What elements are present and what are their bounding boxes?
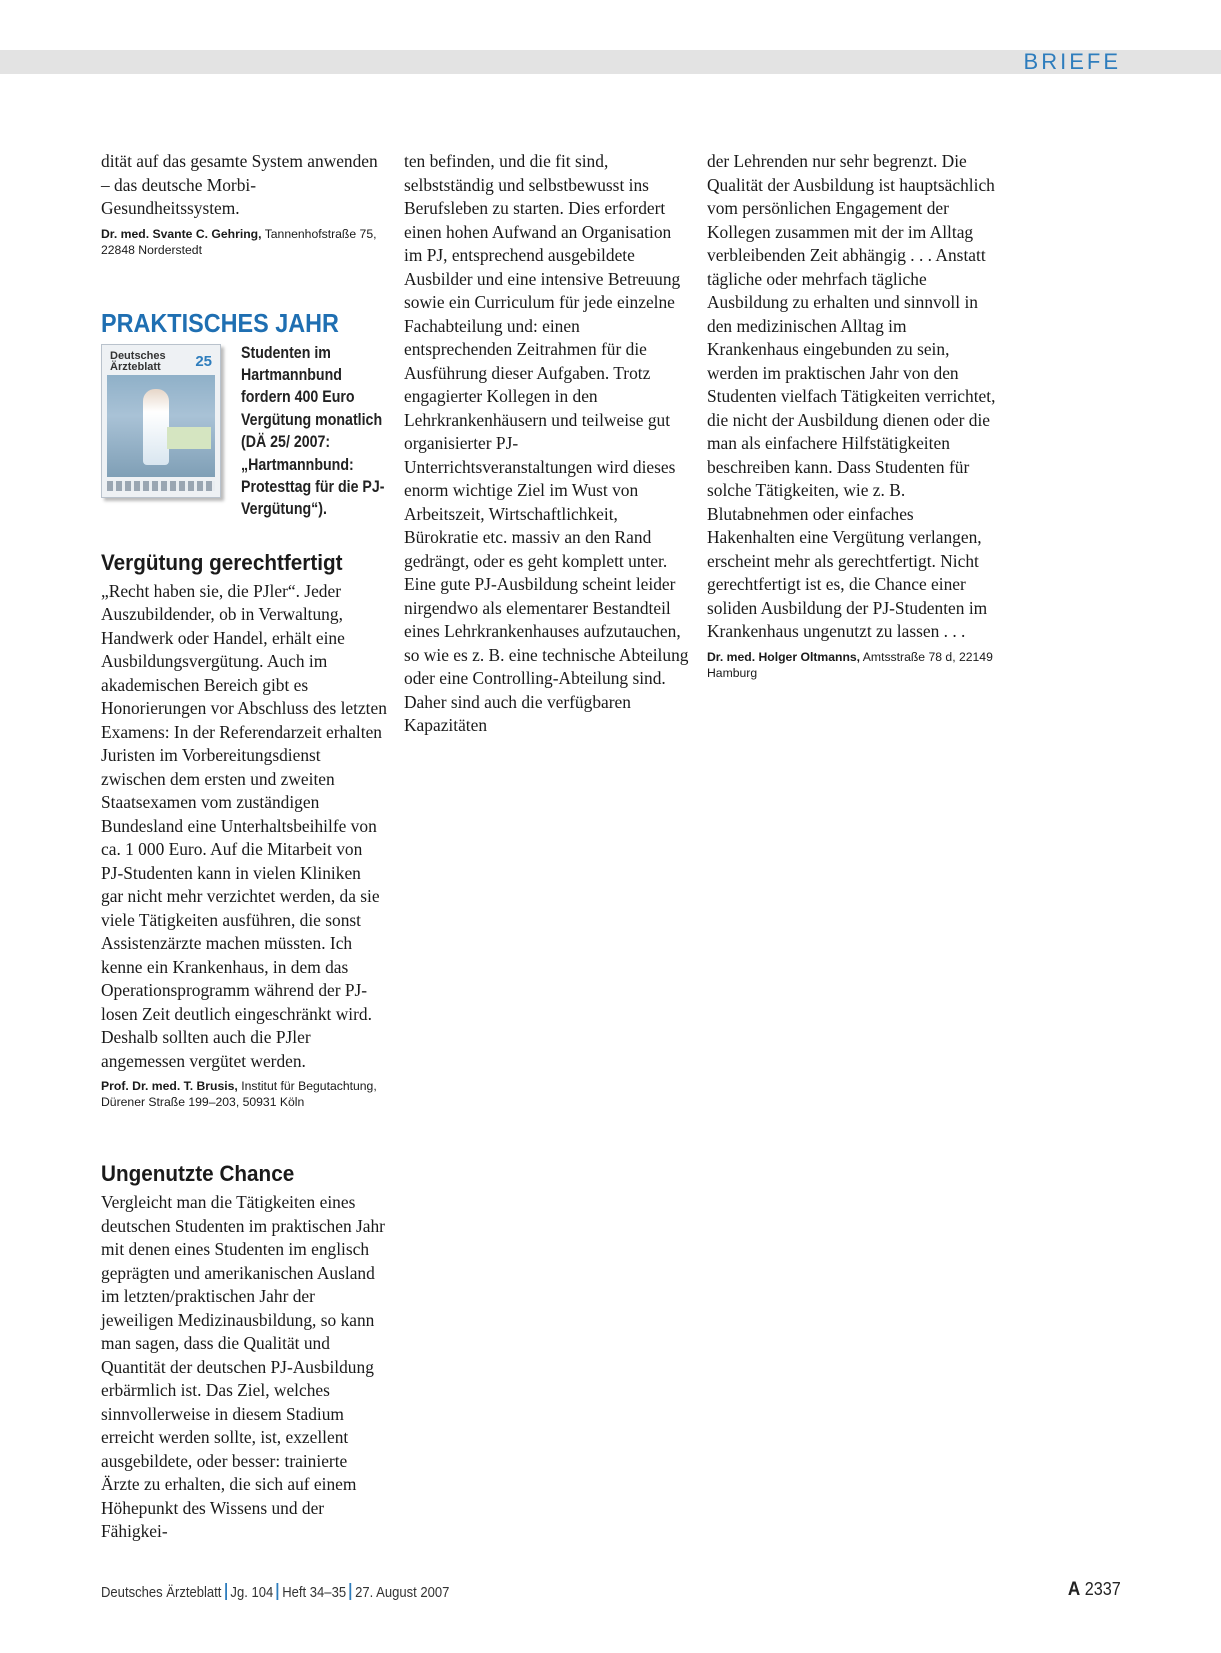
footer-issue: Heft 34–35 bbox=[282, 1585, 347, 1601]
column-3 bbox=[707, 150, 997, 681]
letter-body-chance-part2: ten befinden, und die fit sind, selbstständig und selbstbewusst ins Berufsleben zu starten. Dies erfordert einen hohen Aufwand an Organisation im PJ, entsprechend ausgebildete Ausbilder und eine intensive Betreuung sowie ein Curriculum für jede einzelne Fachabteilung und: einen entsprechenden Zeitrahmen für die Ausführung dieser Aufgaben. Trotz engagierter Kollegen in den Lehrkrankenhäusern und teilweise gut organisierter PJ-Unterrichtsveranstaltungen wird dieses enorm wichtige Ziel im Wust von Arbeitszeit, Wirtschaftlichkeit, Bürokratie etc. massiv an den Rand gedrängt, oder es geht komplett unter. Eine gute PJ-Ausbildung scheint leider nirgendwo als elementarer Bestandteil eines Lehrkrankenhauses aufzutauchen, so wie es z. B. eine technische Abteilung oder eine Controlling-Abteilung sind. Daher sind auch die verfügbaren Kapazitäten bbox=[404, 151, 689, 735]
cover-photo bbox=[107, 375, 215, 477]
signature-address: Amtsstraße 78 d, 22149 Hamburg bbox=[707, 649, 993, 680]
teaser-box bbox=[101, 342, 387, 519]
footer-volume: Jg. 104 bbox=[230, 1585, 274, 1601]
footer-date: 27. August 2007 bbox=[355, 1585, 450, 1601]
cover-figure bbox=[143, 389, 169, 465]
footer-journal: Deutsches Ärzteblatt bbox=[101, 1585, 222, 1601]
column-1 bbox=[101, 150, 387, 1544]
cover-strip bbox=[107, 481, 215, 491]
cover-caption-box bbox=[167, 427, 211, 449]
footer-citation bbox=[101, 1583, 449, 1601]
letter-headline-verguetung: Vergütung gerechtfertigt bbox=[101, 549, 343, 575]
letter-headline-chance: Ungenutzte Chance bbox=[101, 1161, 295, 1186]
cover-title: Deutsches Ärzteblatt bbox=[110, 349, 166, 373]
signature-name: Prof. Dr. med. T. Brusis, bbox=[101, 1079, 238, 1093]
signature-address: Tannenhofstraße 75, 22848 Norderstedt bbox=[101, 226, 377, 257]
column-2 bbox=[404, 150, 691, 738]
page-prefix: A bbox=[1068, 1579, 1081, 1600]
letter-body-chance-part1: Vergleicht man die Tätigkeiten eines deutschen Studenten im praktischen Jahr mit denen eines Studenten im englisch geprägten und amerikanischen Ausland im letzten/praktischen Jahr der jeweiligen Medizinausbildung, so kann man sagen, dass die Qualität und Quantität der deutschen PJ-Ausbildung erbärmlich ist. Das Ziel, welches sinnvollerweise in diesem Stadium erreicht werden sollte, ist, exzellent ausgebildete, oder besser: trainierte Ärzte zu erhalten, die sich auf einem Höhepunkt des Wissens und der Fähigkei- bbox=[101, 1192, 385, 1541]
teaser-text: Studenten im Hartmannbund fordern 400 Euro Vergütung monatlich (DÄ 25/ 2007: „Hartmannbund: Protesttag für die PJ-Vergütung“). bbox=[241, 343, 385, 519]
signature-brusis bbox=[101, 1078, 387, 1110]
letter-body-chance-part3: der Lehrenden nur sehr begrenzt. Die Qualität der Ausbildung ist hauptsächlich vom persönlichen Engagement der Kollegen zusammen mit der im Alltag verbleibenden Zeit abhängig . . . Anstatt tägliche oder mehrfach tägliche Ausbildung zu erhalten und sinnvoll in den medizinischen Alltag im Krankenhaus eingebunden zu sein, werden im praktischen Jahr von den Studenten vielfach Tätigkeiten verrichtet, die nicht der Ausbildung dienen oder die man als einfachere Hilfstätigkeiten beschreiben kann. Dass Studenten für solche Tätigkeiten, wie z. B. Blutabnehmen oder einfaches Hakenhalten eine Vergütung verlangen, erscheint mehr als gerechtfertigt. Nicht gerechtfertigt ist es, die Chance einer soliden Ausbildung der PJ-Studenten im Krankenhaus ungenutzt zu lassen . . . bbox=[707, 151, 996, 641]
footer-separator bbox=[225, 1583, 227, 1600]
signature-name: Dr. med. Svante C. Gehring, bbox=[101, 226, 262, 241]
page-number-value: 2337 bbox=[1084, 1579, 1121, 1599]
section-label: BRIEFE bbox=[1023, 49, 1121, 74]
footer-separator bbox=[277, 1583, 279, 1600]
signature-gehring bbox=[101, 226, 387, 258]
magazine-cover-image bbox=[101, 344, 221, 498]
cover-issue-number: 25 bbox=[195, 352, 212, 370]
footer-separator bbox=[350, 1583, 352, 1600]
topic-heading: PRAKTISCHES JAHR bbox=[101, 307, 339, 338]
signature-oltmanns bbox=[707, 649, 997, 681]
signature-address: Institut für Begutachtung, Dürener Straße 199–203, 50931 Köln bbox=[101, 1079, 377, 1109]
intro-text: dität auf das gesamte System anwenden – das deutsche Morbi-Gesundheitssystem. bbox=[101, 151, 378, 218]
page-number bbox=[1068, 1579, 1121, 1601]
signature-name: Dr. med. Holger Oltmanns, bbox=[707, 649, 861, 664]
letter-body-verguetung: „Recht haben sie, die PJler“. Jeder Auszubildender, ob in Verwaltung, Handwerk oder Handel, erhält eine Ausbildungsvergütung. Auch im akademischen Bereich gibt es Honorierungen vor Abschluss des letzten Examens: In der Referendarzeit erhalten Juristen im Vorbereitungsdienst zwischen dem ersten und zweiten Staatsexamen vom zuständigen Bundesland eine Unterhaltsbeihilfe von ca. 1 000 Euro. Auf die Mitarbeit von PJ-Studenten kann in vielen Kliniken gar nicht mehr verzichtet werden, da sie viele Tätigkeiten ausführen, die sonst Assistenzärzte machen müssten. Ich kenne ein Krankenhaus, in dem das Operationsprogramm während der PJ-losen Zeit deutlich eingeschränkt wird. Deshalb sollten auch die PJler angemessen vergütet werden. bbox=[101, 580, 387, 1071]
